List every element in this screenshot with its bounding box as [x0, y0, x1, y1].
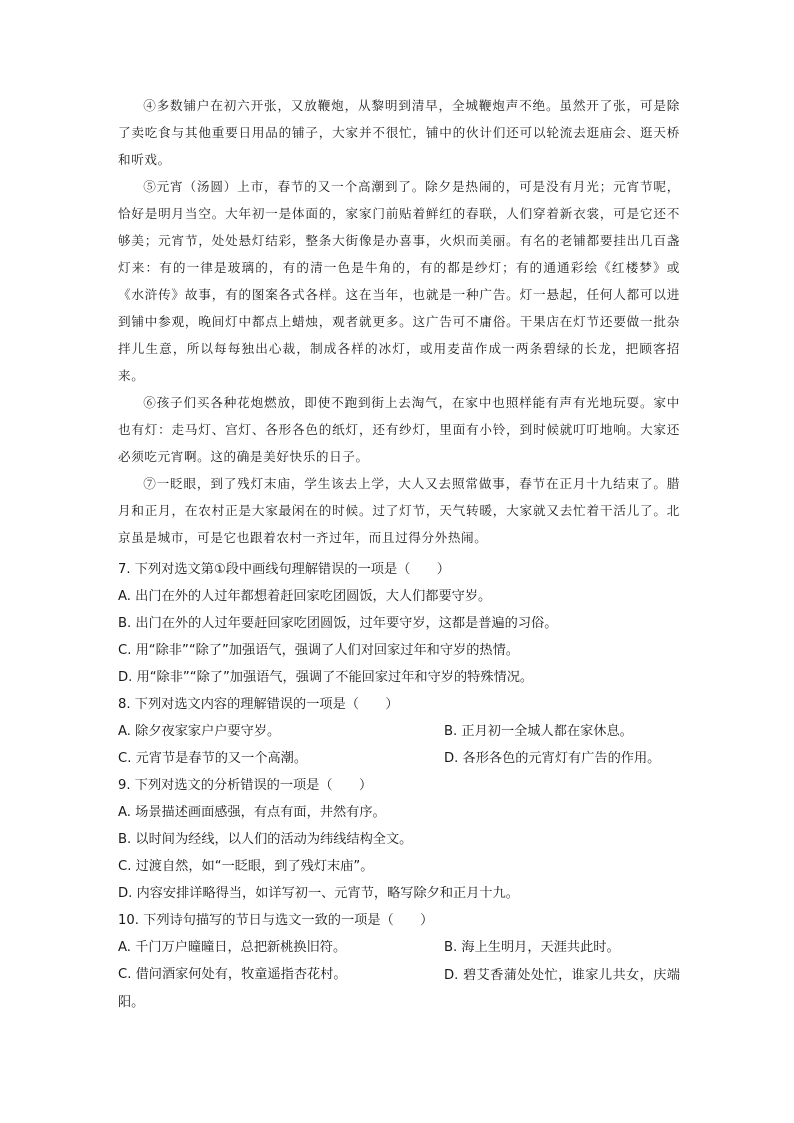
question-list: [118, 556, 680, 988]
question-7: [118, 556, 680, 691]
question-7-option-b: B. 出门在外的人过年要赶回家吃团圆饭，过年要守岁，这都是普遍的习俗。: [118, 616, 558, 631]
passage-paragraph-5: ⑤元宵（汤圆）上市，春节的又一个高潮到了。除夕是热闹的，可是没有月光；元宵节呢，恰好是明月当空。大年初一是体面的，家家门前贴着鲜红的春联，人们穿着新衣裳，可是它还不够美；元宵节，处处悬灯结彩，整条大街像是办喜事，火炽而美丽。有名的老铺都要挂出几百盏灯来：有的一律是玻璃的，有的清一色是牛角的，有的都是纱灯；有的通通彩绘《红楼梦》或《水浒传》故事，有的图案各式各样。这在当年，也就是一种广告。灯一悬起，任何人都可以进到铺中参观，晚间灯中都点上蜡烛，观者就更多。这广告可不庸俗。干果店在灯节还要做一批杂拌儿生意，所以每每独出心裁，制成各样的冰灯，或用麦苗作成一两条碧绿的长龙，把顾客招来。: [118, 179, 680, 383]
question-10-stem: 10. 下列诗句描写的节日与选文一致的一项是（ ）: [118, 913, 434, 928]
question-9-option-c: C. 过渡自然，如“一眨眼，到了残灯末庙”。: [118, 859, 374, 874]
question-10-options-row-1: [118, 934, 680, 961]
question-7-stem: 7. 下列对选文第①段中画线句理解错误的一项是（ ）: [118, 562, 450, 577]
question-7-option-d: D. 用“除非”“除了”加强语气，强调了不能回家过年和守岁的特殊情况。: [118, 670, 534, 685]
question-10-option-c: C. 借问酒家何处有，牧童遥指杏花村。: [118, 967, 347, 982]
question-9-option-d: D. 内容安排详略得当，如详写初一、元宵节，略写除夕和正月十九。: [118, 886, 519, 901]
question-8: [118, 691, 680, 772]
question-9: [118, 772, 680, 907]
question-8-option-b: B. 正月初一全城人都在家休息。: [444, 724, 633, 739]
reading-passage: [118, 92, 680, 551]
question-9-option-b: B. 以时间为经线，以人们的活动为纬线结构全文。: [118, 832, 413, 847]
question-8-option-c: C. 元宵节是春节的又一个高潮。: [118, 751, 308, 766]
passage-paragraph-6: ⑥孩子们买各种花炮燃放，即使不跑到街上去淘气，在家中也照样能有声有光地玩耍。家中也有灯：走马灯、宫灯、各形各色的纸灯，还有纱灯，里面有小铃，到时候就叮叮地响。大家还必须吃元宵啊。这的确是美好快乐的日子。: [118, 395, 680, 464]
question-9-stem: 9. 下列对选文的分析错误的一项是（ ）: [118, 778, 373, 793]
question-8-option-d: D. 各形各色的元宵灯有广告的作用。: [444, 751, 661, 766]
passage-paragraph-4: ④多数铺户在初六开张，又放鞭炮，从黎明到清早，全城鞭炮声不绝。虽然开了张，可是除了卖吃食与其他重要日用品的铺子，大家并不很忙，铺中的伙计们还可以轮流去逛庙会、逛天桥和听戏。: [118, 98, 680, 167]
question-8-options-row-2: [118, 745, 680, 772]
question-7-option-c: C. 用“除非”“除了”加强语气，强调了人们对回家过年和守岁的热情。: [118, 643, 519, 658]
question-8-option-a: A. 除夕夜家家户户要守岁。: [118, 724, 281, 739]
question-10-option-d: D. 碧艾香蒲处处忙，谁家儿共女，庆端阳。: [118, 968, 680, 1010]
passage-paragraph-7: ⑦一眨眼，到了残灯末庙，学生该去上学，大人又去照常做事，春节在正月十九结束了。腊月和正月，在农村正是大家最闲在的时候。过了灯节，天气转暖，大家就又去忙着干活儿了。北京虽是城市，可是它也跟着农村一齐过年，而且过得分外热闹。: [118, 476, 680, 545]
question-10-option-b: B. 海上生明月，天涯共此时。: [444, 940, 620, 955]
question-10-option-a: A. 千门万户曈曈日，总把新桃换旧符。: [118, 940, 347, 955]
question-8-options-row-1: [118, 718, 680, 745]
question-8-stem: 8. 下列对选文内容的理解错误的一项是（ ）: [118, 697, 399, 712]
question-7-option-a: A. 出门在外的人过年都想着赶回家吃团圆饭，大人们都要守岁。: [118, 589, 492, 604]
question-9-option-a: A. 场景描述画面感强，有点有面，井然有序。: [118, 805, 386, 820]
